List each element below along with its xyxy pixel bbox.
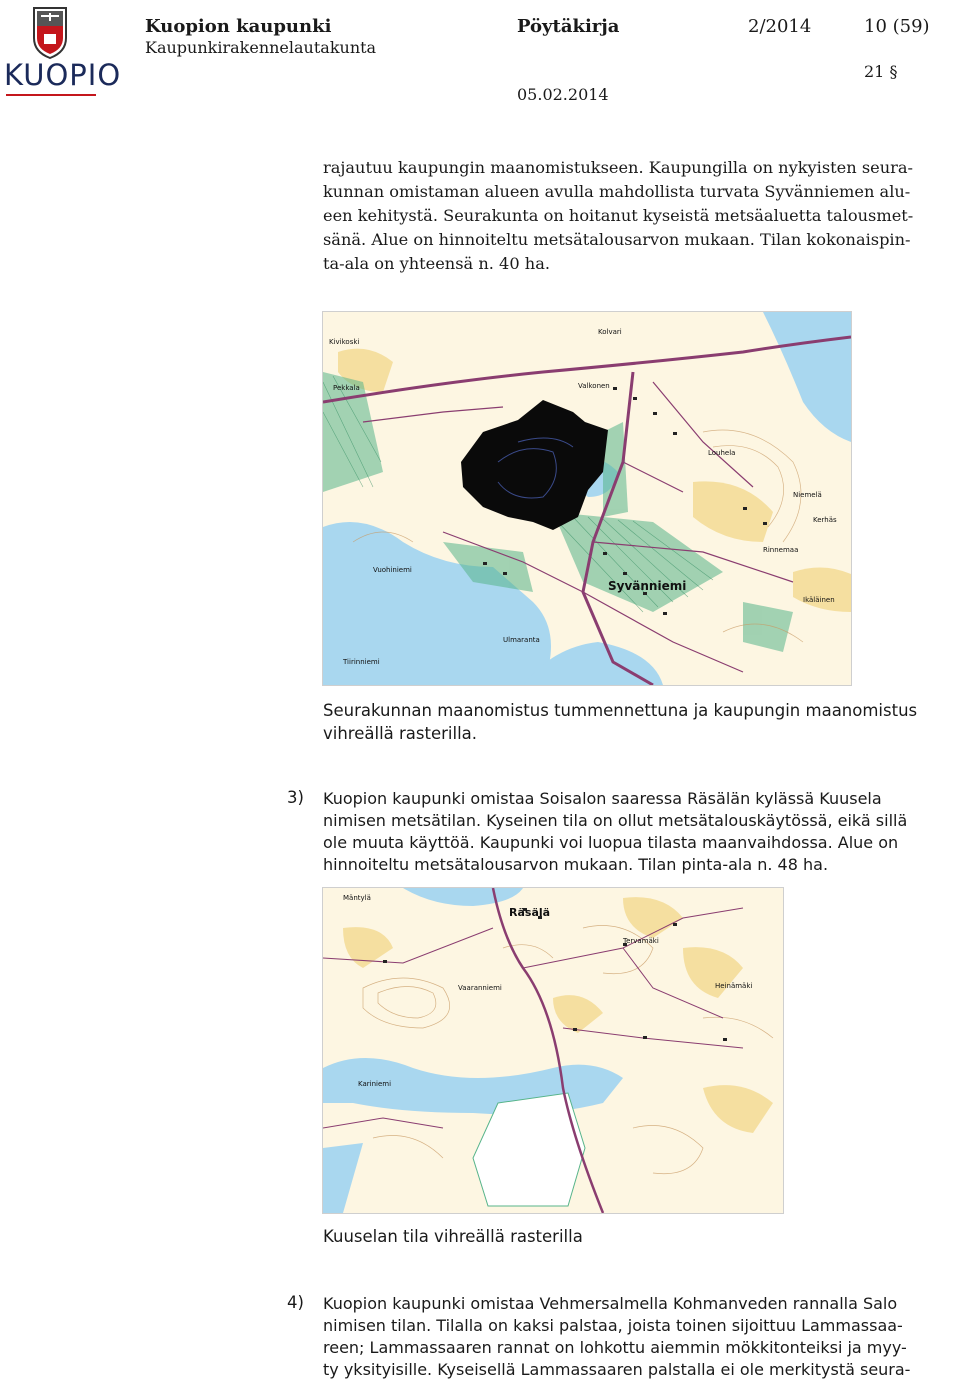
map-rasala	[322, 887, 784, 1214]
map-label-town: Syvänniemi	[608, 579, 687, 593]
text-line: reen; Lammassaaren rannat on lohkottu aiemmin mökkitonteiksi ja myy-	[323, 1338, 907, 1357]
doc-number: 2/2014	[748, 16, 812, 37]
map-label: Mäntylä	[343, 894, 371, 902]
map-label: Kivikoski	[329, 338, 360, 346]
map2-caption: Kuuselan tila vihreällä rasterilla	[323, 1227, 583, 1246]
map-syvanniemi	[322, 311, 852, 686]
text-line: rajautuu kaupungin maanomistukseen. Kaupungilla on nykyisten seura-	[323, 158, 913, 177]
meeting-date: 05.02.2014	[517, 85, 609, 104]
map-label-village: Räsälä	[509, 906, 551, 919]
map-label: Kerhäs	[813, 516, 837, 524]
intro-paragraph	[323, 156, 960, 276]
map-label: Rinnemaa	[763, 546, 799, 554]
text-line: ty yksityisille. Kyseisellä Lammassaaren palstalla ei ole merkitystä seura-	[323, 1360, 911, 1379]
map-label: Ulmaranta	[503, 636, 540, 644]
map-label: Vuohiniemi	[373, 566, 412, 574]
map-label: Tiirinniemi	[343, 658, 380, 666]
map-label: Kariniemi	[358, 1080, 392, 1088]
text-line: hinnoiteltu metsätalousarvon mukaan. Tilan pinta-ala n. 48 ha.	[323, 855, 829, 874]
doc-type: Pöytäkirja	[517, 16, 620, 37]
logo-underline	[6, 94, 96, 96]
logo-text: KUOPIO	[4, 58, 122, 92]
text-line: Kuopion kaupunki omistaa Soisalon saaressa Räsälän kylässä Kuusela	[323, 789, 882, 808]
map1-caption	[323, 699, 917, 745]
item-3-number: 3)	[287, 788, 304, 807]
text-line: ta-ala on yhteensä n. 40 ha.	[323, 254, 551, 273]
map-label: Ikäläinen	[803, 596, 835, 604]
map-label: Louhela	[708, 449, 736, 457]
caption-line: vihreällä rasterilla.	[323, 724, 478, 743]
text-line: nimisen tilan. Tilalla on kaksi palstaa, joista toinen sijoittuu Lammassaa-	[323, 1316, 903, 1335]
map-label: Heinämäki	[715, 982, 753, 990]
text-line: een kehitystä. Seurakunta on hoitanut kyseistä metsäaluetta talousmet-	[323, 206, 914, 225]
section-number: 21 §	[864, 62, 898, 81]
text-line: kunnan omistaman alueen avulla mahdollista turvata Syvänniemen alu-	[323, 182, 911, 201]
map-label: Vaaranniemi	[458, 984, 502, 992]
map-label: Tervamäki	[623, 937, 659, 945]
committee-name: Kaupunkirakennelautakunta	[145, 38, 377, 57]
org-name: Kuopion kaupunki	[145, 16, 332, 37]
map-label: Valkonen	[578, 382, 610, 390]
item-4-number: 4)	[287, 1293, 304, 1312]
text-line: ole muuta käyttöä. Kaupunki voi luopua tilasta maanvaihdossa. Alue on	[323, 833, 899, 852]
page-number: 10 (59)	[864, 16, 930, 37]
caption-line: Seurakunnan maanomistus tummennettuna ja kaupungin maanomistus	[323, 701, 918, 720]
item-4-paragraph	[323, 1293, 960, 1381]
item-3-paragraph	[323, 788, 960, 876]
text-line: sänä. Alue on hinnoiteltu metsätalousarvon mukaan. Tilan kokonaispin-	[323, 230, 911, 249]
text-line: Kuopion kaupunki omistaa Vehmersalmella Kohmanveden rannalla Salo	[323, 1294, 898, 1313]
map-label: Pekkala	[333, 384, 360, 392]
map-label: Kolvari	[598, 328, 622, 336]
map-label: Niemelä	[793, 491, 822, 499]
text-line: nimisen metsätilan. Kyseinen tila on ollut metsätalouskäytössä, eikä sillä	[323, 811, 908, 830]
